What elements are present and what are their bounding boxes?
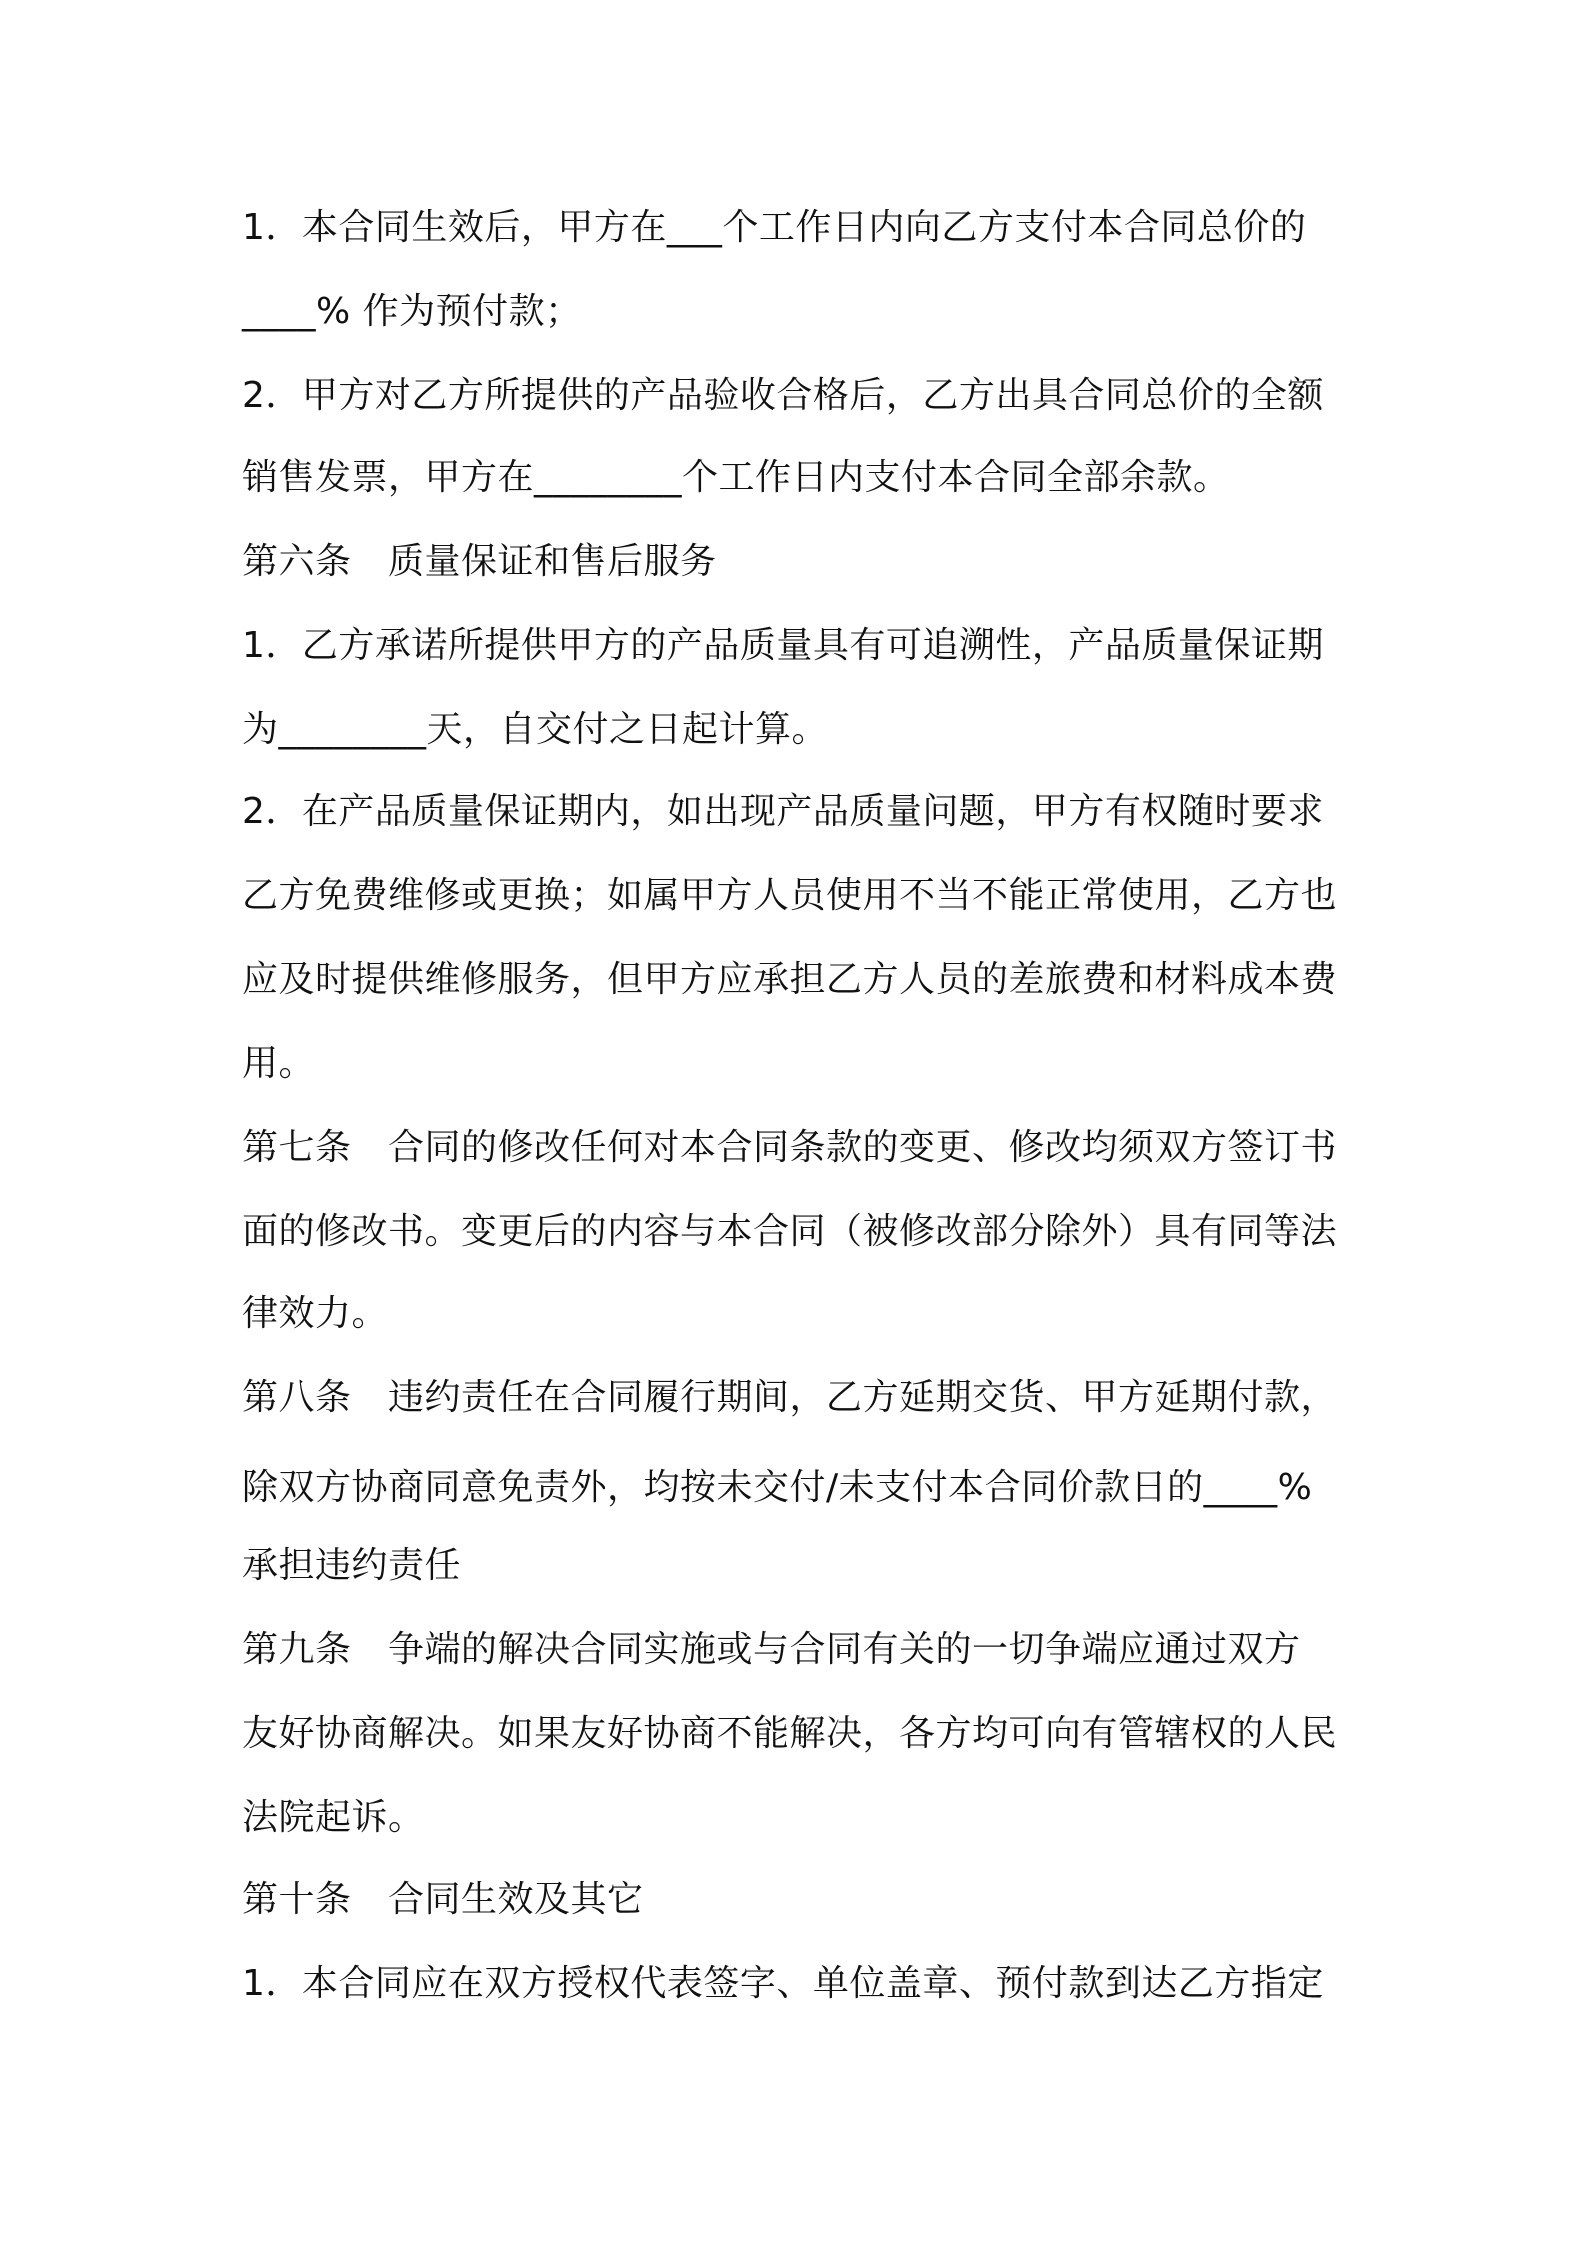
article-heading: 第七条 合同的修改任何对本合同条款的变更、修改均须双方签订书 (242, 1127, 1338, 1168)
text-line: 1．乙方承诺所提供甲方的产品质量具有可追溯性，产品质量保证期 (242, 625, 1324, 666)
article-heading: 第六条 质量保证和售后服务 (242, 541, 717, 582)
text-line: 面的修改书。变更后的内容与本合同（被修改部分除外）具有同等法 (242, 1211, 1338, 1252)
text-line: 应及时提供维修服务，但甲方应承担乙方人员的差旅费和材料成本费 (242, 959, 1338, 1000)
text-line: 2．在产品质量保证期内，如出现产品质量问题，甲方有权随时要求 (242, 791, 1324, 832)
article-heading: 第九条 争端的解决合同实施或与合同有关的一切争端应通过双方 (242, 1629, 1301, 1670)
text-line: 友好协商解决。如果友好协商不能解决，各方均可向有管辖权的人民 (242, 1713, 1338, 1754)
article-heading: 第八条 违约责任在合同履行期间，乙方延期交货、甲方延期付款， (242, 1377, 1338, 1418)
text-line: 2．甲方对乙方所提供的产品验收合格后，乙方出具合同总价的全额 (242, 375, 1324, 416)
text-line: 除双方协商同意免责外，均按未交付/未支付本合同价款日的____% (242, 1467, 1313, 1508)
text-line: 法院起诉。 (242, 1797, 425, 1838)
text-line: 乙方免费维修或更换；如属甲方人员使用不当不能正常使用，乙方也 (242, 875, 1338, 916)
text-line: 销售发票，甲方在________个工作日内支付本合同全部余款。 (242, 457, 1230, 498)
text-line: 用。 (242, 1043, 316, 1084)
text-line: 为________天，自交付之日起计算。 (242, 709, 829, 750)
text-line: 律效力。 (242, 1293, 389, 1334)
article-heading: 第十条 合同生效及其它 (242, 1879, 644, 1920)
text-line: ____% 作为预付款； (242, 291, 582, 332)
text-line: 承担违约责任 (242, 1545, 462, 1586)
text-line: 1．本合同生效后，甲方在___个工作日内向乙方支付本合同总价的 (242, 207, 1307, 248)
text-line: 1．本合同应在双方授权代表签字、单位盖章、预付款到达乙方指定 (242, 1963, 1324, 2004)
